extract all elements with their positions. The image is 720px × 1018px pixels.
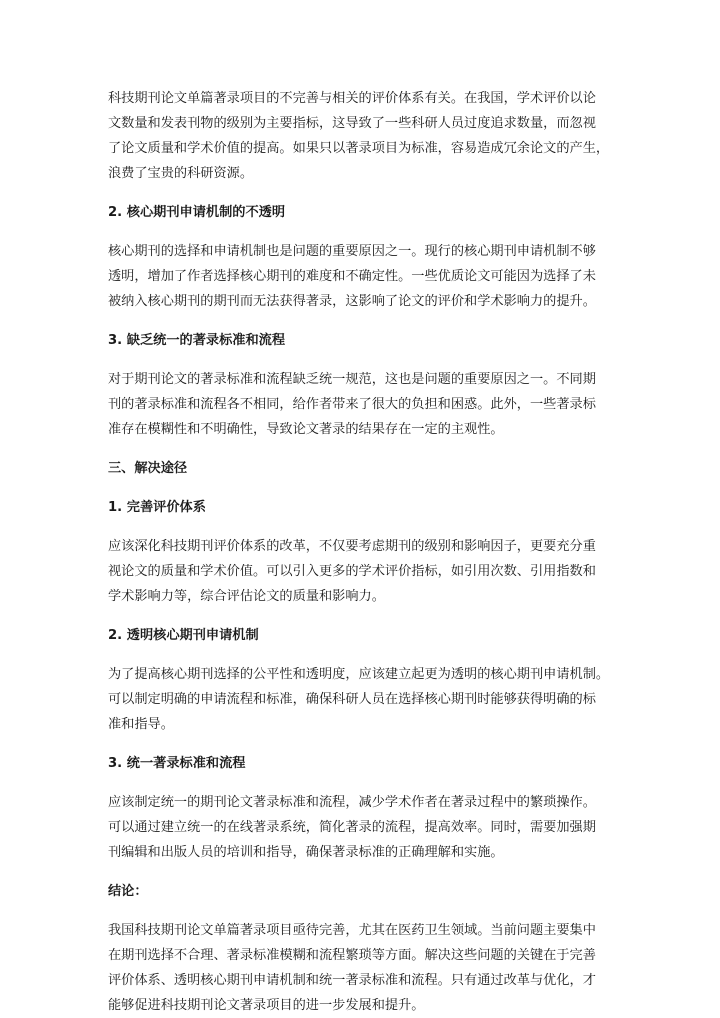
paragraph-unified-standards <box>108 790 628 865</box>
section-heading-unified-standards: 3. 统一著录标准和流程 <box>108 756 246 771</box>
text-line: 视论文的质量和学术价值。可以引入更多的学术评价指标，如引用次数、引用指数和 <box>108 564 596 579</box>
text-line: 准和指导。 <box>108 717 174 732</box>
paragraph-improve-evaluation <box>108 534 628 609</box>
text-line: 被纳入核心期刊的期刊而无法获得著录，这影响了论文的评价和学术影响力的提升。 <box>108 294 596 309</box>
text-line: 为了提高核心期刊选择的公平性和透明度，应该建立起更为透明的核心期刊申请机制。 <box>108 667 610 682</box>
text-line: 学术影响力等，综合评估论文的质量和影响力。 <box>108 589 385 604</box>
paragraph-transparent-mechanism <box>108 662 628 737</box>
text-line: 准存在模糊性和不明确性，导致论文著录的结果存在一定的主观性。 <box>108 422 504 437</box>
text-line: 可以通过建立统一的在线著录系统，简化著录的流程，提高效率。同时，需要加强期 <box>108 820 596 835</box>
section-heading-solutions: 三、解决途径 <box>108 461 188 476</box>
text-line: 文数量和发表刊物的级别为主要指标，这导致了一些科研人员过度追求数量，而忽视 <box>108 116 596 131</box>
text-line: 浪费了宝贵的科研资源。 <box>108 166 254 181</box>
text-line: 刊编辑和出版人员的培训和指导，确保著录标准的正确理解和实施。 <box>108 845 504 860</box>
text-line: 科技期刊论文单篇著录项目的不完善与相关的评价体系有关。在我国，学术评价以论 <box>108 91 596 106</box>
paragraph-conclusion <box>108 918 628 1018</box>
section-heading-transparent-mechanism: 2. 透明核心期刊申请机制 <box>108 628 259 643</box>
text-line: 对于期刊论文的著录标准和流程缺乏统一规范，这也是问题的重要原因之一。不同期 <box>108 372 596 387</box>
text-line: 我国科技期刊论文单篇著录项目亟待完善，尤其在医药卫生领域。当前问题主要集中 <box>108 923 596 938</box>
paragraph-core-journal-mechanism <box>108 239 628 314</box>
section-heading-improve-evaluation: 1. 完善评价体系 <box>108 500 206 515</box>
text-line: 应该制定统一的期刊论文著录标准和流程，减少学术作者在著录过程中的繁琐操作。 <box>108 795 596 810</box>
text-line: 在期刊选择不合理、著录标准模糊和流程繁琐等方面。解决这些问题的关键在于完善 <box>108 948 596 963</box>
text-line: 评价体系、透明核心期刊申请机制和统一著录标准和流程。只有通过改革与优化，才 <box>108 973 596 988</box>
text-line: 可以制定明确的申请流程和标准，确保科研人员在选择核心期刊时能够获得明确的标 <box>108 692 596 707</box>
document-page <box>108 86 628 1018</box>
text-line: 能够促进科技期刊论文著录项目的进一步发展和提升。 <box>108 998 425 1013</box>
text-line: 核心期刊的选择和申请机制也是问题的重要原因之一。现行的核心期刊申请机制不够 <box>108 244 596 259</box>
text-line: 了论文质量和学术价值的提高。如果只以著录项目为标准，容易造成冗余论文的产生， <box>108 141 610 156</box>
paragraph-standards <box>108 367 628 442</box>
paragraph-evaluation-system <box>108 86 628 186</box>
text-line: 透明，增加了作者选择核心期刊的难度和不确定性。一些优质论文可能因为选择了未 <box>108 269 596 284</box>
text-line: 应该深化科技期刊评价体系的改革，不仅要考虑期刊的级别和影响因子，更要充分重 <box>108 539 596 554</box>
section-heading-conclusion: 结论： <box>108 884 148 899</box>
text-line: 刊的著录标准和流程各不相同，给作者带来了很大的负担和困惑。此外，一些著录标 <box>108 397 596 412</box>
section-heading-core-journal-opacity: 2. 核心期刊申请机制的不透明 <box>108 205 286 220</box>
section-heading-lack-of-standards: 3. 缺乏统一的著录标准和流程 <box>108 333 286 348</box>
